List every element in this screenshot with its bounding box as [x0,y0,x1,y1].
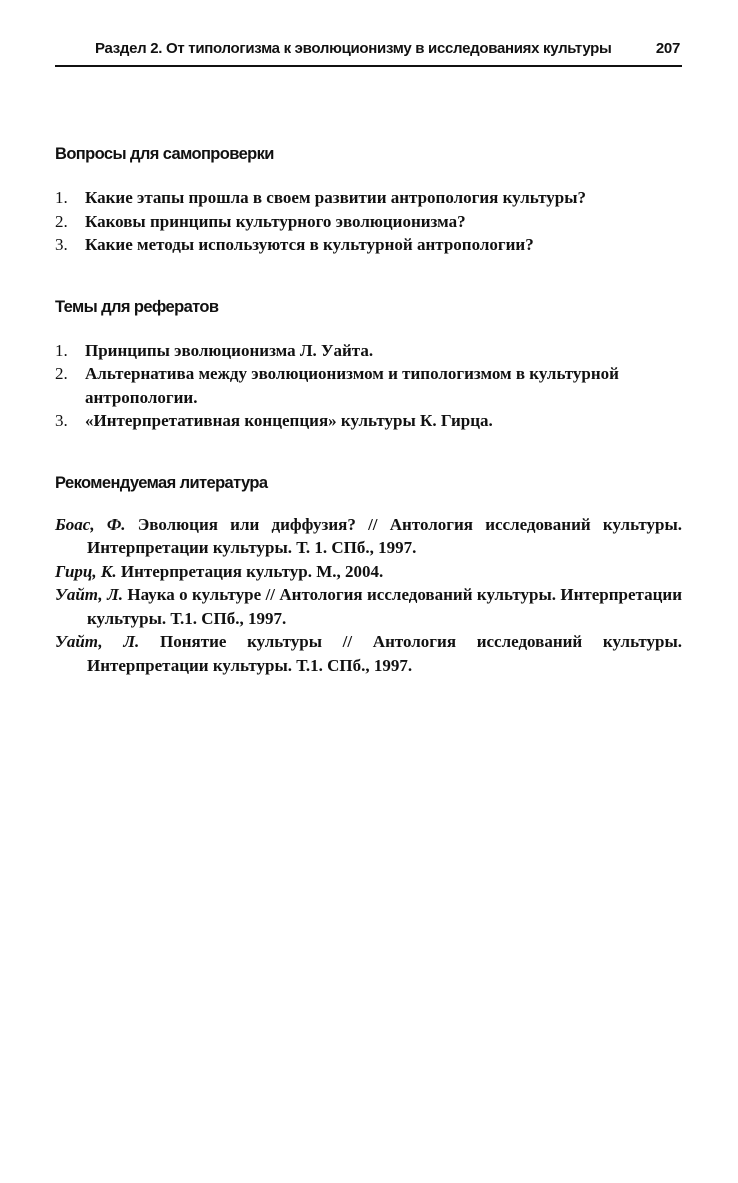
reference-author: Боас, Ф. [55,514,126,534]
reference-author: Уайт, Л. [55,632,140,651]
reference-author: Уайт, Л. [55,585,123,604]
reference-item [55,583,682,630]
reference-item [55,630,682,677]
literature-section [55,473,682,678]
item-text: Какие методы используются в культурной антропологии? [85,235,534,254]
topics-section [55,297,682,433]
questions-section [55,144,682,257]
questions-heading: Вопросы для самопроверки [55,145,274,163]
item-number: 1. [55,188,68,207]
running-title: Раздел 2. От типологизма к эволюционизму в исследованиях культуры [95,40,612,57]
item-number: 3. [55,235,68,254]
book-page [55,40,682,677]
list-item [55,339,682,363]
reference-text: Наука о культуре // Антология исследований культуры. Интерпретации культуры. Т.1. СПб., 1997. [87,585,682,628]
questions-list [55,186,682,257]
reference-text: Понятие культуры // Антология исследований культуры. Интерпретации культуры. Т.1. СПб., 1997. [87,632,683,675]
item-text: Альтернатива между эволюционизмом и типологизмом в культурной антропологии. [85,364,619,407]
literature-heading: Рекомендуемая литература [55,473,268,492]
page-number: 207 [655,40,680,57]
reference-item [55,513,682,560]
list-item [55,409,682,433]
reference-author: Гирц, К. [55,561,117,581]
list-item [55,210,682,234]
topics-list [55,339,682,433]
running-header [55,40,682,64]
item-text: Принципы эволюционизма Л. Уайта. [85,340,374,360]
literature-list [55,513,682,678]
item-number: 3. [55,411,68,430]
item-number: 1. [55,340,68,360]
item-text: «Интерпретативная концепция» культуры К. Гирца. [85,411,493,430]
reference-item [55,560,682,584]
item-text: Какие этапы прошла в своем развитии антропология культуры? [85,188,586,207]
item-number: 2. [55,211,68,231]
item-text: Каковы принципы культурного эволюционизма? [85,211,466,231]
topics-heading: Темы для рефератов [55,297,219,316]
reference-text: Эволюция или диффузия? // Антология исследований культуры. Интерпретации культуры. Т. 1. СПб., 1997. [87,514,683,557]
list-item [55,186,682,210]
reference-text: Интерпретация культур. М., 2004. [120,561,384,581]
item-number: 2. [55,364,68,383]
list-item [55,362,682,409]
list-item [55,233,682,257]
